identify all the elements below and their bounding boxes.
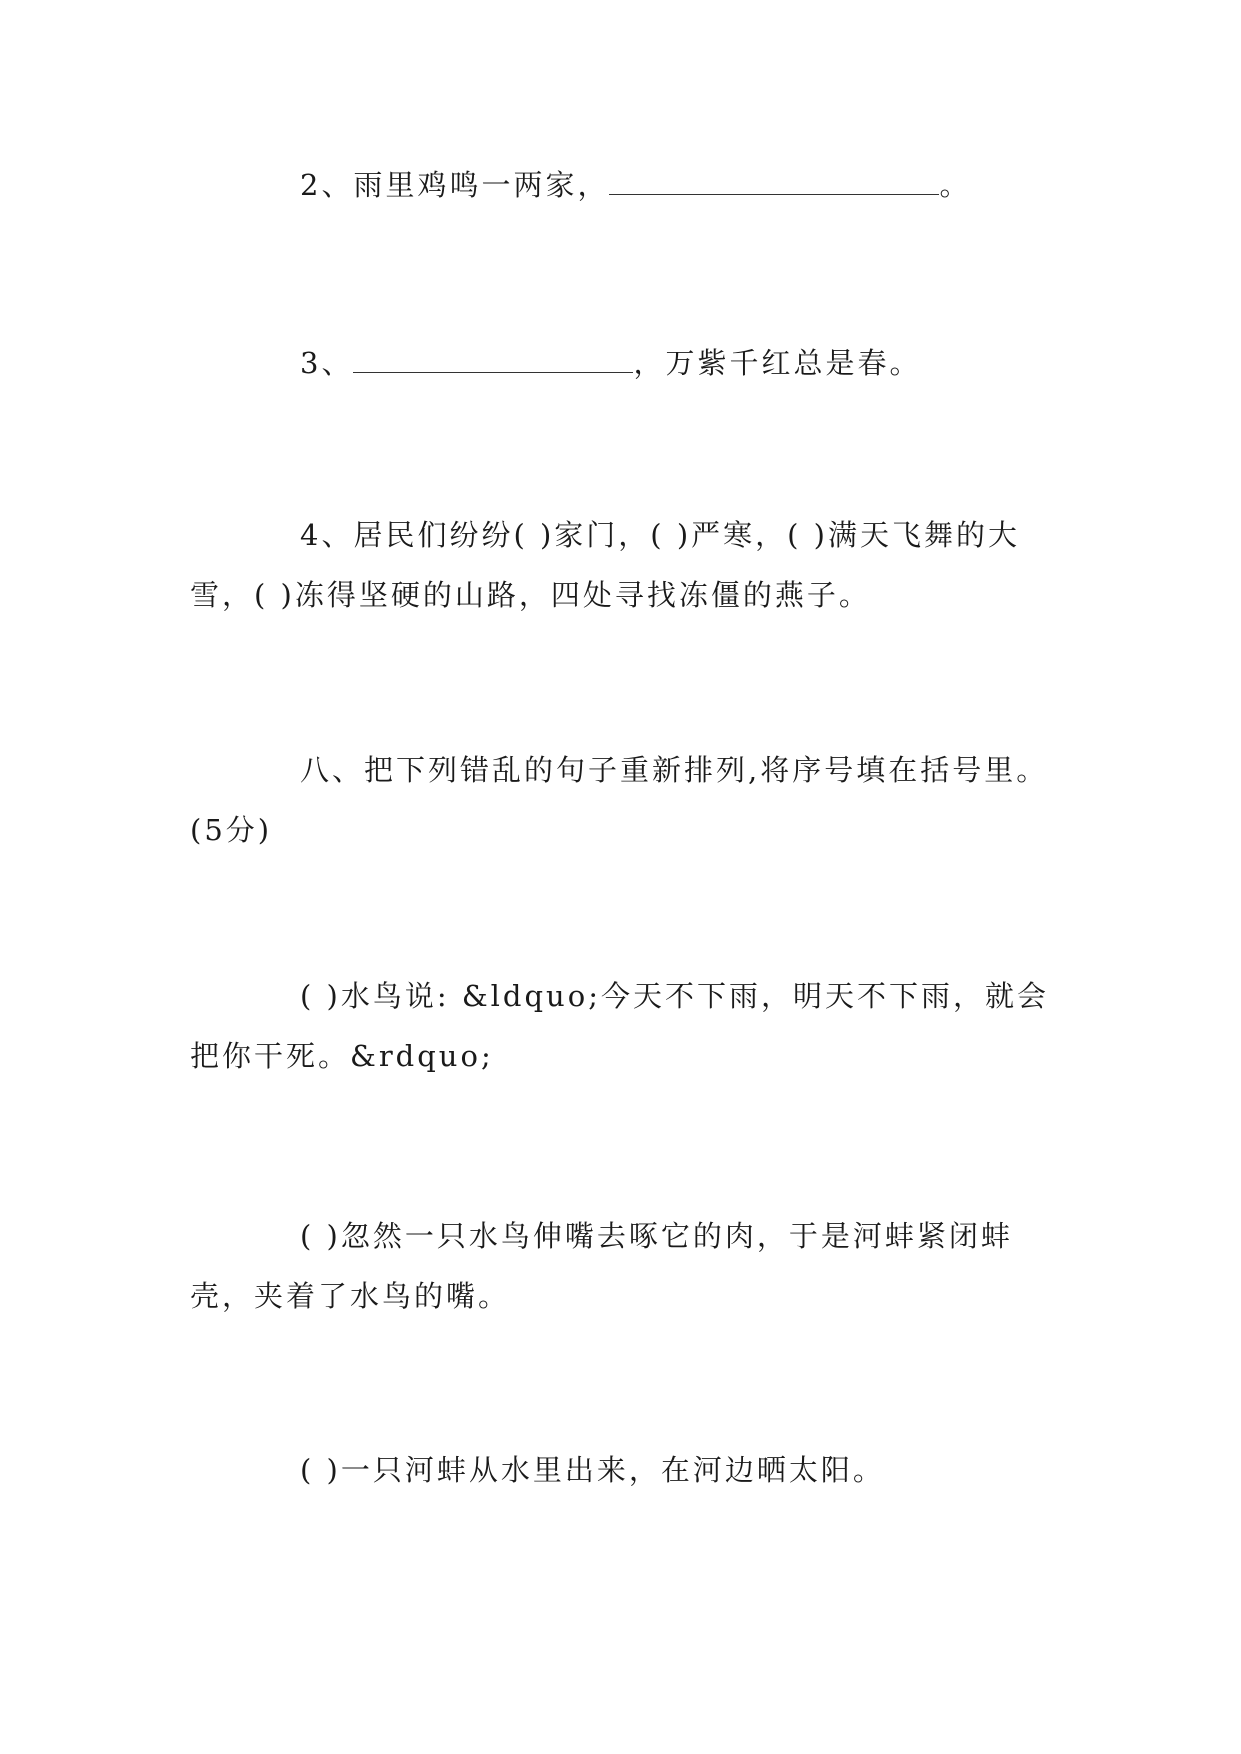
question-2-end: 。 [939, 168, 972, 202]
question-2 [190, 155, 1060, 215]
section-8-heading: 八、把下列错乱的句子重新排列,将序号填在括号里。(5分) [190, 753, 1049, 847]
question-3 [190, 333, 1060, 393]
question-3-blank[interactable] [353, 348, 633, 373]
question-4: 4、居民们纷纷( )家门，( )严寒，( )满天飞舞的大雪，( )冻得坚硬的山路，四处寻找冻僵的燕子。 [190, 518, 1020, 612]
question-3-text: ，万紫千红总是春。 [633, 346, 922, 380]
question-3-number: 3、 [300, 346, 354, 380]
sentence-3: ( )一只河蚌从水里出来，在河边晒太阳。 [300, 1453, 885, 1487]
sentence-2: ( )忽然一只水鸟伸嘴去啄它的肉，于是河蚌紧闭蚌壳，夹着了水鸟的嘴。 [190, 1219, 1013, 1313]
question-2-blank[interactable] [609, 170, 939, 195]
sentence-1: ( )水鸟说: &ldquo;今天不下雨，明天不下雨，就会把你干死。&rdquo; [190, 979, 1049, 1073]
question-2-text: 2、雨里鸡鸣一两家， [300, 168, 610, 202]
